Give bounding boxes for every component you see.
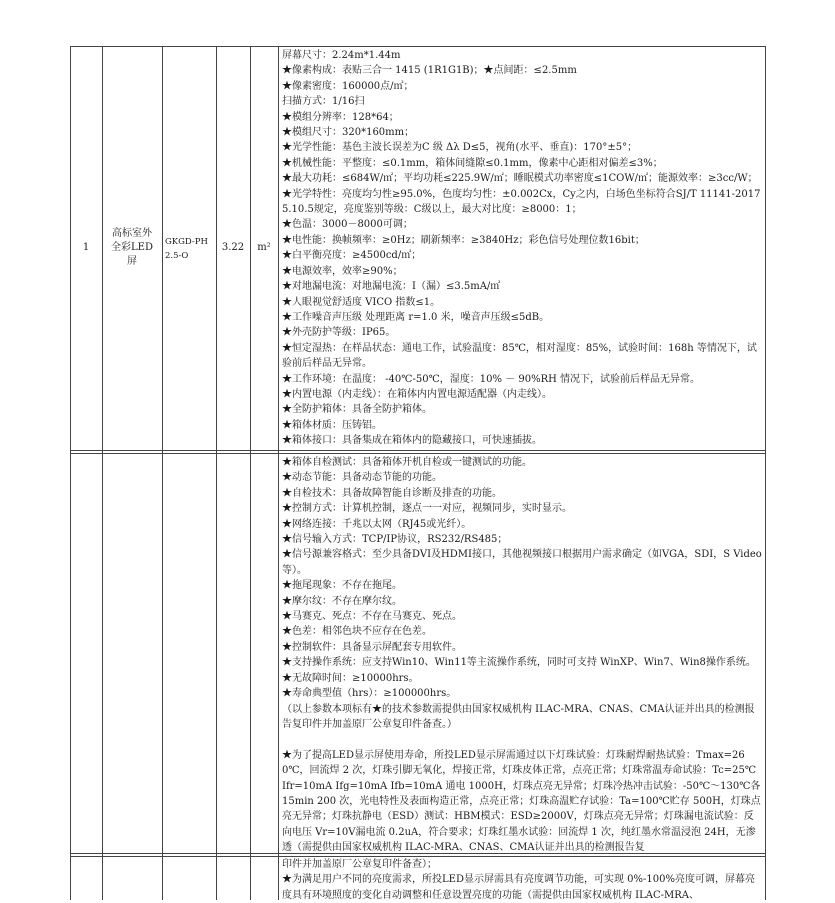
row3-spec-list xyxy=(282,857,762,903)
row2-spec-list xyxy=(282,455,762,856)
spec-line: ★模组尺寸：320*160mm； xyxy=(282,127,415,139)
spec-line: ★电性能：换帧频率：≥0Hz；刷新频率：≥3840Hz；彩色信号处理位数16bit； xyxy=(282,234,645,246)
spec-line: ★机械性能：平整度：≤0.1mm，箱体间缝隙≤0.1mm，像素中心距相对偏差≤3%； xyxy=(282,157,663,169)
row1-item-number: 1 xyxy=(82,242,90,253)
spec-line: ★马赛克、死点：不存在马赛克、死点。 xyxy=(282,611,462,623)
spec-line: ★为了提高LED显示屏使用寿命，所投LED显示屏需通过以下灯珠试验：灯珠耐焊耐热试验：Tmax=260℃，回流焊 2 次，灯珠引脚无氧化，焊接正常，灯珠皮体正常，点亮正常；灯珠常温寿命试验：Tc=25℃ Ifr=10mA Ifg=10mA Ifb=10mA 通电 1000H，灯珠点亮无异常；灯珠冷热冲击试验：-50℃～130℃各15min 200 次，光电特性及表面构造正常，点亮正常；灯珠高温贮存试验：Ta=100℃贮存 500H，灯珠点亮无异常；灯珠抗静电（ESD）测试：HBM模式：ESD≥2000V，灯珠点亮无异常；灯珠漏电流试验：反向电压 Vr=10V漏电流 0.2uA，符合要求；灯珠红墨水试验：回流焊 1 次，纯红墨水常温浸泡 24H，无渗透（需提供由国家权威机构 ILAC-MRA、CNAS、CMA认证并出具的检测报告复 xyxy=(282,749,761,854)
spec-line: ★自检技术：具备故障智能自诊断及排查的功能。 xyxy=(282,487,502,499)
spec-line: ★外壳防护等级：IP65。 xyxy=(282,327,396,339)
spec-line: 印件并加盖原厂公章复印件备查）； xyxy=(282,859,437,870)
spec-line: ★光学性能：基色主波长误差为C 级 Δλ D≤5，视角(水平、垂直)：170°±5°； xyxy=(282,142,638,154)
row1-product-name: 高标室外全彩LED屏 xyxy=(111,228,153,267)
spec-line: ★无故障时间：≥10000hrs。 xyxy=(282,672,419,684)
table-border-left xyxy=(70,46,71,900)
row1-spec-list xyxy=(282,48,762,449)
spec-line: ★电源效率，效率≥90%； xyxy=(282,265,403,277)
spec-line: ★白平衡亮度：≥4500cd/㎡； xyxy=(282,250,422,262)
spec-line: （以上参数本项标有★的技术参数需提供由国家权威机构 ILAC-MRA、CNAS、CMA认证并出具的检测报告复印件并加盖原厂公章复印件备查。） xyxy=(282,703,755,730)
col-divider-3 xyxy=(216,46,217,900)
spec-line: ★工作噪音声压级 处理距离 r=1.0 米，噪音声压级≤5dB。 xyxy=(282,311,550,323)
spec-line: ★模组分辨率：128*64； xyxy=(282,111,399,123)
row1-unit: m² xyxy=(257,242,271,253)
row2-top-border xyxy=(70,453,766,454)
row1-quantity: 3.22 xyxy=(221,242,245,253)
row1-model: GKGD-PH2.5-O xyxy=(165,237,208,261)
spec-line: ★摩尔纹：不存在摩尔纹。 xyxy=(282,595,402,607)
table-border-right xyxy=(765,46,766,900)
spec-line: ★恒定湿热：在样品状态：通电工作，试验温度：85℃，相对湿度：85%，试验时间：168h 等情况下，试验前后样品无异常。 xyxy=(282,342,757,370)
spec-line: ★光学特性：亮度均匀性≥95.0%，色度均匀性：±0.002Cx，Cy之内，白场色坐标符合SJ/T 11141-2017 5.10.5规定，亮度鉴别等级：C级以上，最大对比度：≥8000：1； xyxy=(282,188,761,216)
spec-line: ★全防护箱体：具备全防护箱体。 xyxy=(282,404,432,416)
spec-line: ★色温：3000－8000可调； xyxy=(282,219,413,231)
spec-line: ★人眼视觉舒适度 VICO 指数≤1。 xyxy=(282,296,441,308)
spec-line: ★寿命典型值（hrs）：≥100000hrs。 xyxy=(282,688,457,700)
spec-line: ★工作环境：在温度： -40℃-50℃，湿度：10% － 90%RH 情况下，试验前后样品无异常。 xyxy=(282,373,700,385)
spec-line: ★对地漏电流：对地漏电流：I（漏）≤3.5mA/㎡ xyxy=(282,281,501,293)
spec-line: 屏幕尺寸：2.24m*1.44m xyxy=(282,50,401,61)
spec-line: ★支持操作系统：应支持Win10、Win11等主流操作系统，同时可支持 WinXP、Win7、Win8操作系统。 xyxy=(282,657,756,669)
spec-line: 扫描方式：1/16扫 xyxy=(282,96,365,108)
spec-line: ★像素密度：160000点/㎡； xyxy=(282,80,414,92)
spec-line: ★色差：相邻色块不应存在色差。 xyxy=(282,626,432,638)
spec-line: ★拖尾现象：不存在拖尾。 xyxy=(282,580,402,592)
col-divider-5 xyxy=(278,46,279,900)
row1-top-border xyxy=(70,46,766,47)
spec-line: ★为满足用户不同的亮度需求，所投LED显示屏需具有亮度调节功能，可实现 0%-100%亮度可调，屏幕亮度具有环境照度的变化自动调整和任意设置亮度的功能（需提供由国家权威机构 ILAC-MRA、 xyxy=(282,874,755,901)
spec-line: ★箱体材质：压铸铝。 xyxy=(282,419,382,431)
spec-line: ★信号源兼容格式：至少具备DVI及HDMI接口，其他视频接口根据用户需求确定（如VGA，SDI，S Video等）。 xyxy=(282,549,762,576)
col-divider-2 xyxy=(162,46,163,900)
spec-line: ★箱体接口：具备集成在箱体内的隐藏接口，可快速插拔。 xyxy=(282,435,542,447)
spec-line: ★最大功耗：≤684W/㎡；平均功耗≤225.9W/㎡；睡眠模式功率密度≤1COW/㎡；能源效率：≥3cc/W； xyxy=(282,173,758,185)
row1-bottom-border xyxy=(70,450,766,451)
spec-line: ★箱体自检测试：具备箱体开机自检或一键测试的功能。 xyxy=(282,457,532,468)
spec-line xyxy=(282,732,762,747)
col-divider-1 xyxy=(102,46,103,900)
spec-line: ★内置电源（内走线）：在箱体内内置电源适配器（内走线）。 xyxy=(282,388,552,400)
spec-line: ★控制软件：具备显示屏配套专用软件。 xyxy=(282,641,462,653)
spec-line: ★控制方式：计算机控制，逐点一一对应，视频同步，实时显示。 xyxy=(282,503,572,515)
spec-line: ★动态节能：具备动态节能的功能。 xyxy=(282,472,442,484)
col-divider-4 xyxy=(250,46,251,900)
spec-line: ★信号输入方式：TCP/IP协议，RS232/RS485； xyxy=(282,534,508,546)
spec-line: ★像素构成：表贴三合一 1415 (1R1G1B)；★点间距：≤2.5mm xyxy=(282,65,577,77)
spec-line: ★网络连接：千兆以太网（RJ45或光纤）。 xyxy=(282,518,472,530)
